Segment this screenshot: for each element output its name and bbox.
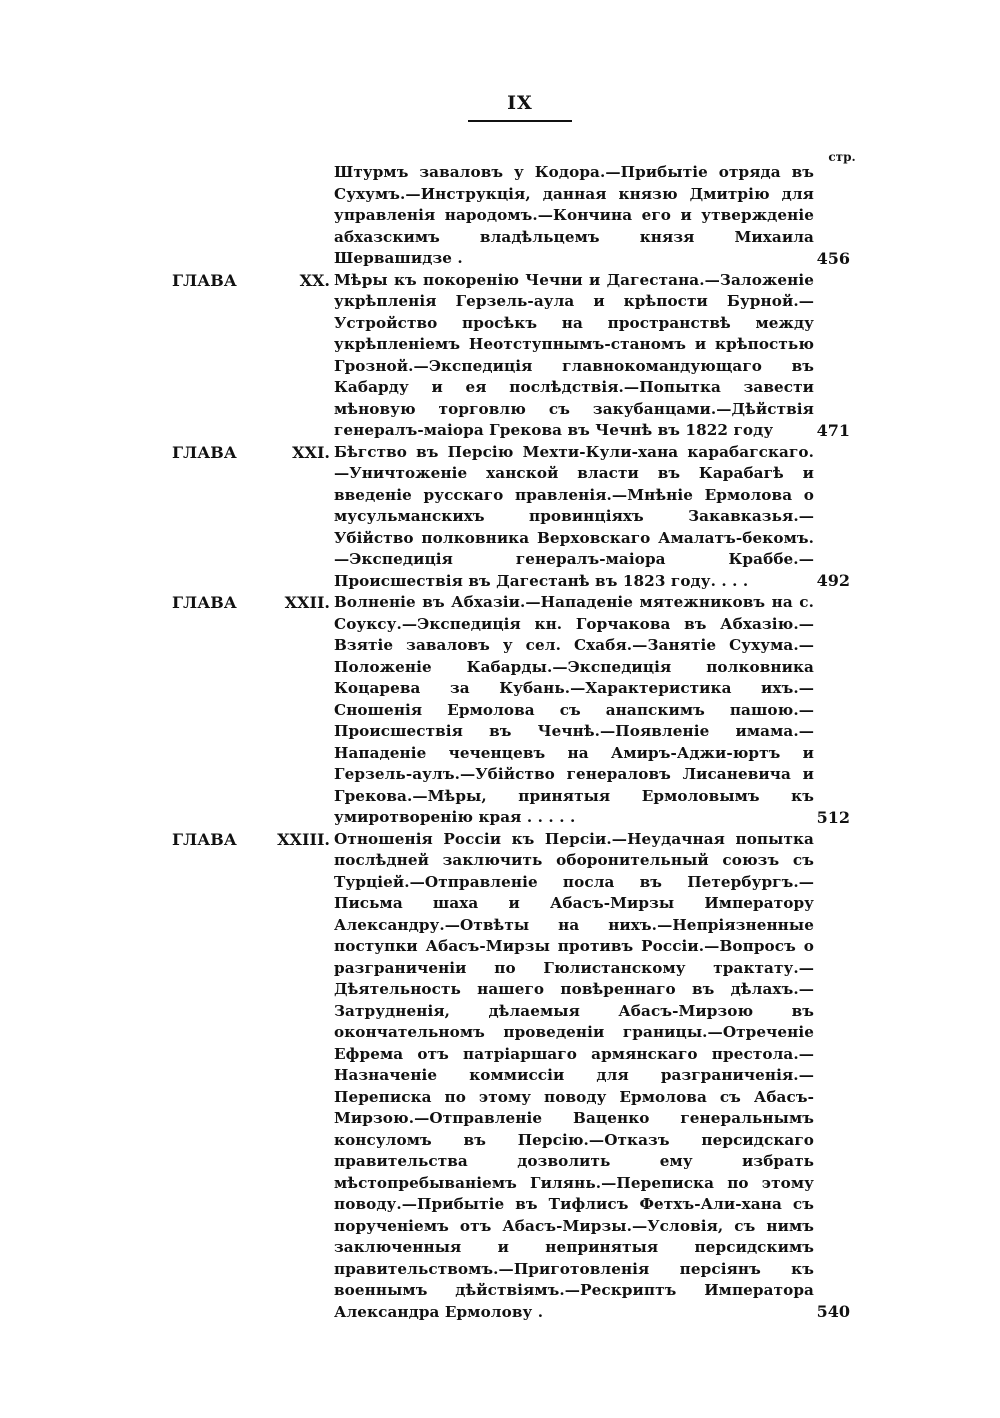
chapter-numeral: XXIII. (277, 829, 330, 849)
chapter-label (172, 270, 330, 292)
page-number: IX (507, 92, 533, 114)
toc-entry-page: 512 (816, 807, 850, 827)
toc-entry-text: Штурмъ заваловъ у Кодора.—Прибытіе отряда въ Сухумъ.—Инструкція, данная князю Дмитрію для управленія народомъ.—Кончина его и утвержденіе абхазскимъ владѣльцемъ князя Михаила Шервашидзе . (334, 163, 814, 267)
chapter-label (172, 829, 330, 851)
chapter-label (172, 592, 330, 614)
table-of-contents (0, 162, 1000, 1323)
toc-entry (0, 442, 1000, 593)
toc-entry-text: Волненіе въ Абхазіи.—Нападеніе мятежниковъ на с. Соуксу.—Экспедиція кн. Горчакова въ Абхазію.—Взятіе заваловъ у сел. Схабя.—Занятіе Сухума.—Положеніе Кабарды.—Экспедиція полковника Коцарева за Кубань.—Характеристика ихъ.—Сношенія Ермолова съ анапскимъ пашою.—Происшествія въ Чечнѣ.—Появленіе имама.—Нападеніе чеченцевъ на Амиръ-Аджи-юртъ и Герзель-аулъ.—Убійство генераловъ Лисаневича и Грекова.—Мѣры, принятыя Ермоловымъ къ умиротворенію края . . . . . (334, 593, 814, 826)
chapter-numeral: XX. (299, 270, 330, 290)
toc-entry-page: 456 (816, 248, 850, 268)
chapter-label (172, 442, 330, 464)
toc-entry (0, 162, 1000, 270)
chapter-word: ГЛАВА (172, 593, 237, 612)
toc-entry-text: Мѣры къ покоренію Чечни и Дагестана.—Заложеніе укрѣпленія Герзель-аула и крѣпости Бурной.—Устройство просѣкъ на пространствѣ между укрѣпленіемъ Неотступнымъ-станомъ и крѣпостью Грозной.—Экспедиція главнокомандующаго въ Кабарду и ея послѣдствія.—Попытка завести мѣновую торговлю съ закубанцами.—Дѣйствія генералъ-маіора Грекова въ Чечнѣ въ 1822 году (334, 270, 814, 439)
toc-entry-page: 540 (816, 1302, 850, 1321)
toc-entry-text: Отношенія Россіи къ Персіи.—Неудачная попытка послѣдней заключить оборонительный союзъ съ Турціей.—Отправленіе посла въ Петербургъ.—Письма шаха и Абасъ-Мирзы Императору Александру.—Отвѣты на нихъ.—Непріязненные поступки Абасъ-Мирзы противъ Россіи.—Вопросъ о разграниченіи по Гюлистанскому трактату.—Дѣятельность нашего повѣреннаго въ дѣлахъ.—Затрудненія, дѣлаемыя Абасъ-Мирзою въ окончательномъ проведеніи границы.—Отреченіе Ефрема отъ патріаршаго армянскаго престола.—Назначеніе коммиссіи для разграниченія.—Переписка по этому поводу Ермолова съ Абасъ-Мирзою.—Отправленіе Ваценко генеральнымъ консуломъ въ Персію.—Отказъ персидскаго правительства дозволить ему избрать мѣстопребываніемъ Гилянь.—Переписка по этому поводу.—Прибытіе въ Тифлисъ Фетхъ-Али-хана съ порученіемъ отъ Абасъ-Мирзы.—Условія, съ нимъ заключенныя и непринятыя персидскимъ правительствомъ.—Приготовленія персіянъ къ военнымъ дѣйствіямъ.—Рескриптъ Императора Александра Ермолову . (334, 829, 814, 1321)
toc-entry-page: 492 (816, 571, 850, 590)
toc-entry (0, 270, 1000, 442)
toc-entry-text: Бѣгство въ Персію Мехти-Кули-хана карабагскаго.—Уничтоженіе ханской власти въ Карабагѣ и введеніе русскаго правленія.—Мнѣніе Ермолова о мусульманскихъ провинціяхъ Закавказья.—Убійство полковника Верховскаго Амалатъ-бекомъ.—Экспедиція генералъ-маіора Краббе.—Происшествія въ Дагестанѣ въ 1823 году. . . . (334, 442, 814, 590)
chapter-numeral: XXI. (292, 442, 330, 462)
toc-entry (0, 829, 1000, 1324)
page-column-label: стр. (828, 150, 856, 164)
chapter-word: ГЛАВА (172, 270, 237, 290)
chapter-word: ГЛАВА (172, 442, 237, 462)
toc-entry-page: 471 (816, 420, 850, 440)
header-rule (468, 120, 572, 122)
chapter-numeral: XXII. (284, 593, 330, 612)
toc-entry (0, 592, 1000, 829)
chapter-word: ГЛАВА (172, 829, 237, 849)
